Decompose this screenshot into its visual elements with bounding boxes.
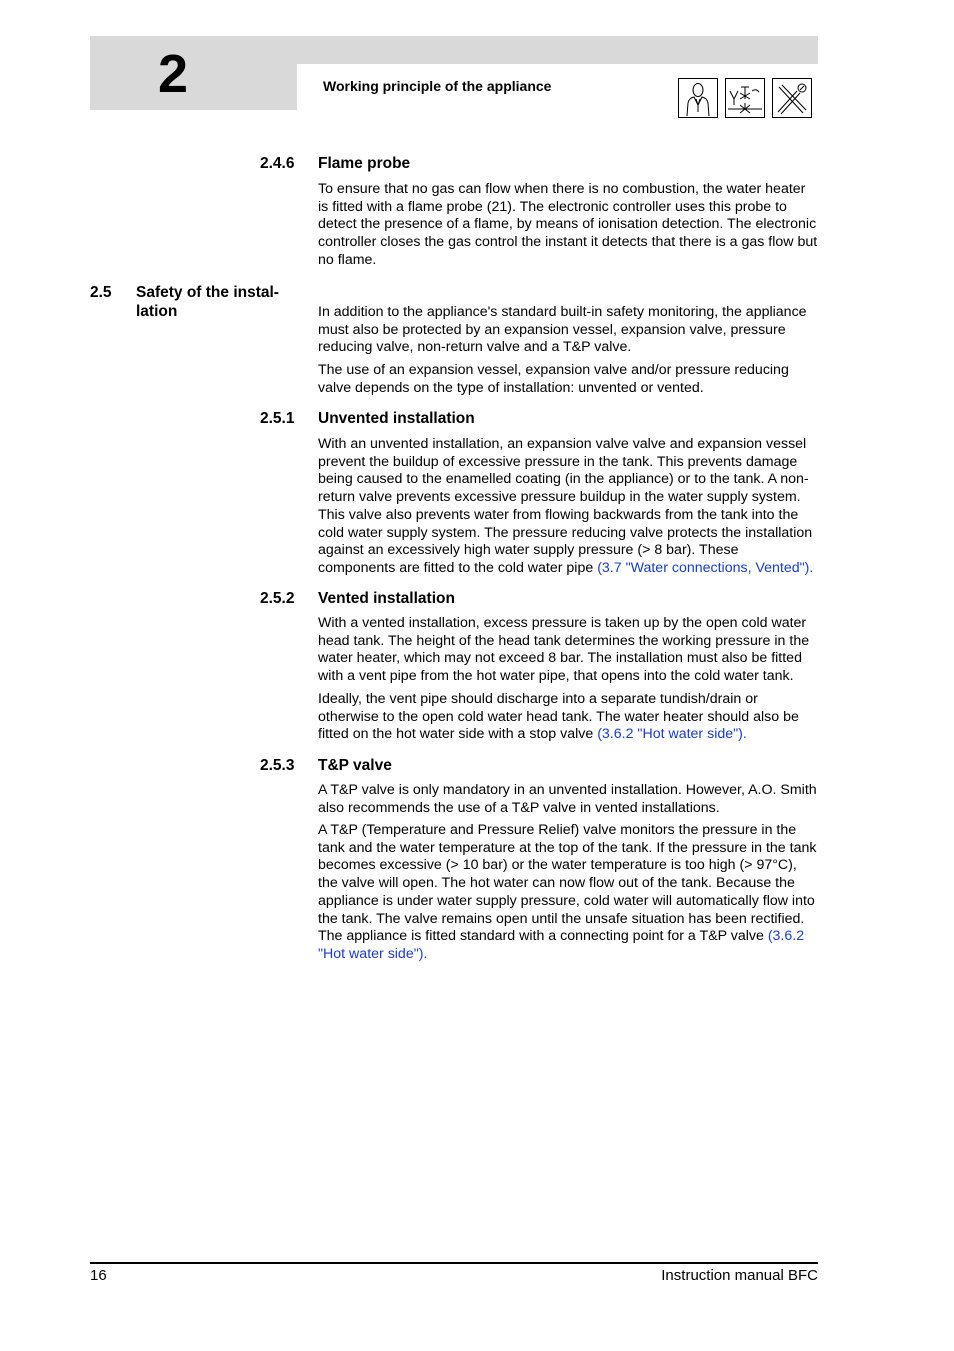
section-title: Vented installation — [318, 590, 455, 607]
section-number: 2.5.1 — [260, 410, 295, 427]
safety-paragraph-1: In addition to the appliance's standard built-in safety monitoring, the appliance must also be protected by an expansion vessel, expansion valve, pressure reducing valve, non-return valve and a T&P valve. — [318, 304, 807, 356]
tp-valve-paragraph-1: A T&P valve is only mandatory in an unvented installation. However, A.O. Smith also recommends the use of a T&P valve in vented installations. — [318, 782, 817, 816]
section-title: Flame probe — [318, 155, 411, 172]
water-connections-link[interactable]: (3.7 "Water connections, Vented"). — [597, 559, 814, 576]
section-number: 2.5.2 — [260, 590, 295, 607]
safety-paragraph-2: The use of an expansion vessel, expansion valve and/or pressure reducing valve depends on the type of installation: unvented or vented. — [318, 362, 789, 396]
installer-valve-icon — [725, 78, 765, 118]
vented-paragraph-2 — [318, 691, 818, 744]
audience-icons — [678, 78, 812, 118]
section-title: T&P valve — [318, 757, 392, 774]
section-title: Safety of the instal-lation — [136, 284, 279, 320]
hot-water-side-link[interactable]: (3.6.2 "Hot water side"). — [597, 726, 747, 743]
user-icon — [678, 78, 718, 118]
section-title: Unvented installation — [318, 410, 475, 427]
tp-valve-text: A T&P (Temperature and Pressure Relief) valve monitors the pressure in the tank and the water temperature at the top of the tank. If the pressure in the tank becomes excessive (> 10 bar) or the water temperature is too high (> 97°C), the valve will open. The hot water can now flow out of the tank. Because the appliance is under water supply pressure, cold water will automatically flow into the tank. The valve remains open until the unsafe situation has been rectified. The appliance is fitted standard with a connecting point for a T&P valve — [318, 822, 817, 945]
service-tools-icon — [772, 78, 812, 118]
footer-divider — [90, 1262, 818, 1264]
footer-title: Instruction manual BFC — [661, 1267, 818, 1284]
section-number: 2.5 — [90, 284, 112, 301]
unvented-paragraph — [318, 436, 818, 578]
hot-water-side-link[interactable]: (3.6.2 "Hot water side"). — [318, 928, 805, 962]
unvented-text: With an unvented installation, an expansion valve valve and expansion vessel prevent the buildup of excessive pressure in the tank. This prevents damage being caused to the enamelled coating (in the appliance) or to the tank. A non-return valve prevents excessive pressure buildup in the water supply system. This valve also prevents water from flowing backwards from the tank into the cold water supply system. The pressure reducing valve protects the installation against an excessively high water supply pressure (> 8 bar). These components are fitted to the cold water pipe — [318, 436, 813, 576]
page-number: 16 — [90, 1267, 107, 1284]
header-title: Working principle of the appliance — [323, 78, 552, 94]
chapter-number: 2 — [158, 44, 189, 104]
tp-valve-paragraph-2 — [318, 822, 818, 964]
vented-paragraph-1: With a vented installation, excess pressure is taken up by the open cold water head tank. The height of the head tank determines the working pressure in the water heater, which may not exceed 8 bar. The installation must also be fitted with a vent pipe from the hot water pipe, that opens into the cold water tank. — [318, 615, 810, 685]
section-number: 2.5.3 — [260, 757, 295, 774]
flame-probe-paragraph: To ensure that no gas can flow when there is no combustion, the water heater is fitted with a flame probe (21). The electronic controller uses this probe to detect the presence of a flame, by means of ionisation detection. The electronic controller closes the gas control the instant it detects that there is a gas flow but no flame. — [318, 181, 818, 268]
chapter-box — [90, 36, 297, 110]
vented-text: Ideally, the vent pipe should discharge into a separate tundish/drain or otherwise to the open cold water head tank. The water heater should also be fitted on the hot water side with a stop valve — [318, 691, 799, 743]
section-number: 2.4.6 — [260, 155, 295, 172]
